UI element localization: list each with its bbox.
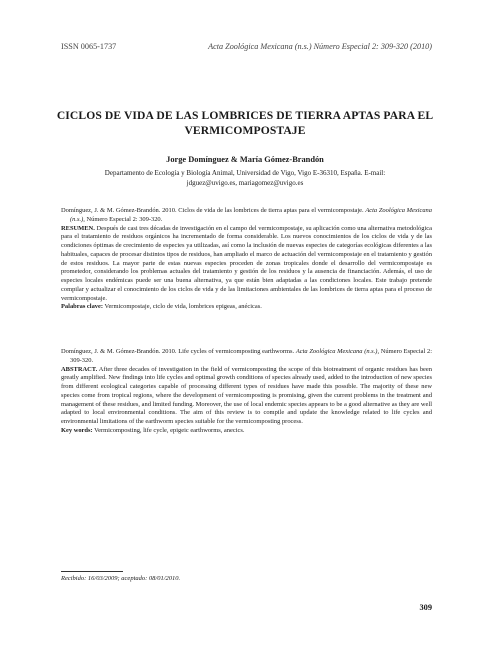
english-keywords xyxy=(61,427,432,436)
keywords-text: Vermicompostaje, ciclo de vida, lombrices epigeas, anécicas. xyxy=(104,303,262,311)
citation-authors: Domínguez, J. & M. Gómez-Brandón. 2010. Life cycles of vermicomposting earthworms. xyxy=(61,348,295,355)
author-emails: jdguez@uvigo.es, mariagomez@uvigo.es xyxy=(186,179,304,187)
footnote-rule xyxy=(61,571,123,572)
citation-journal: Acta Zoológica Mexicana (n.s.) xyxy=(295,348,378,355)
keywords-label: Key words: xyxy=(61,426,93,434)
article-authors: Jorge Domínguez & María Gómez-Brandón xyxy=(166,155,324,164)
keywords-label: Palabras clave: xyxy=(61,303,104,311)
citation-authors: Domínguez, J. & M. Gómez-Brandón. 2010. Ciclos de vida de las lombrices de tierra aptas para el vermicompostaje. xyxy=(61,207,364,214)
author-affiliation xyxy=(62,168,428,188)
spanish-abstract xyxy=(61,225,432,304)
received-dates: Recibido: 16/03/2009; aceptado: 08/01/2010. xyxy=(61,575,181,582)
journal-reference: Acta Zoológica Mexicana (n.s.) Número Especial 2: 309-320 (2010) xyxy=(208,42,432,51)
english-abstract-section xyxy=(61,348,432,436)
abstract-label: RESUMEN. xyxy=(61,224,95,232)
abstract-text: After three decades of investigation in the field of vermicomposting the scope of this biotreatment of organic residues has been greatly amplified. New findings into life cycles and optimal growth conditions of species already used, added to the introduction of new species from different ecological categories capable of processing different types of residues have made this possible. The majority of these new species come from tropical regions, where the development of vermicomposting is promising, given the current problems in the treatment and management of these residues, and limited funding. Moreover, the use of local endemic species appears to be a good alternative as they are well adapted to local environmental conditions. The aim of this review is to compile and update the knowledge related to life cycles and environmental limitations of the earthworm species suitable for the vermicomposting process. xyxy=(61,365,432,425)
page-number: 309 xyxy=(419,603,432,612)
spanish-abstract-section xyxy=(61,207,432,312)
citation-journal: Acta Zoológica Mexicana (n.s.) xyxy=(70,207,432,223)
affiliation-line: Departamento de Ecología y Biología Animal, Universidad de Vigo, Vigo E-36310, España. E-mail: xyxy=(104,169,386,177)
spanish-keywords xyxy=(61,303,432,312)
citation-tail: , Número Especial 2: 309-320. xyxy=(83,215,163,223)
english-abstract xyxy=(61,366,432,427)
english-citation xyxy=(61,348,432,366)
abstract-text: Después de casi tres décadas de investigación en el campo del vermicompostaje, su aplicación como una alternativa metodológica para el tratamiento de residuos orgánicos ha incrementado de forma considerable. Los nuevos conocimientos de los ciclos de vida y de las condiciones óptimas de crecimiento de especies ya utilizadas, así como la inclusión de nuevas especies de categorías ecológicas diferentes a las habituales, capaces de procesar distintos tipos de residuos, han ampliado el marco de actuación del vermicompostaje en el tratamiento y gestión de estos residuos. La mayor parte de estas nuevas especies proceden de zonas tropicales donde el desarrollo del vermicompostaje es prometedor, considerando los problemas actuales del tratamiento y gestión de los residuos y la ausencia de financiación. Además, el uso de especies locales endémicas puede ser una buena alternativa, ya que están bien adaptadas a las condiciones locales. Este trabajo pretende compilar y actualizar el conocimiento de los ciclos de vida y de las limitaciones ambientales de las lombrices de tierra aptas para el proceso de vermicompostaje. xyxy=(61,224,433,302)
issn-label: ISSN 0065-1737 xyxy=(61,42,117,51)
article-title: CICLOS DE VIDA DE LAS LOMBRICES DE TIERRA APTAS PARA EL VERMICOMPOSTAJE xyxy=(56,109,434,137)
citation-tail: , Número Especial 2: 309-320. xyxy=(70,348,433,364)
keywords-text: Vermicomposting, life cycle, epigeic earthworms, anecics. xyxy=(94,426,245,434)
spanish-citation xyxy=(61,207,432,225)
abstract-label: ABSTRACT. xyxy=(61,365,98,373)
